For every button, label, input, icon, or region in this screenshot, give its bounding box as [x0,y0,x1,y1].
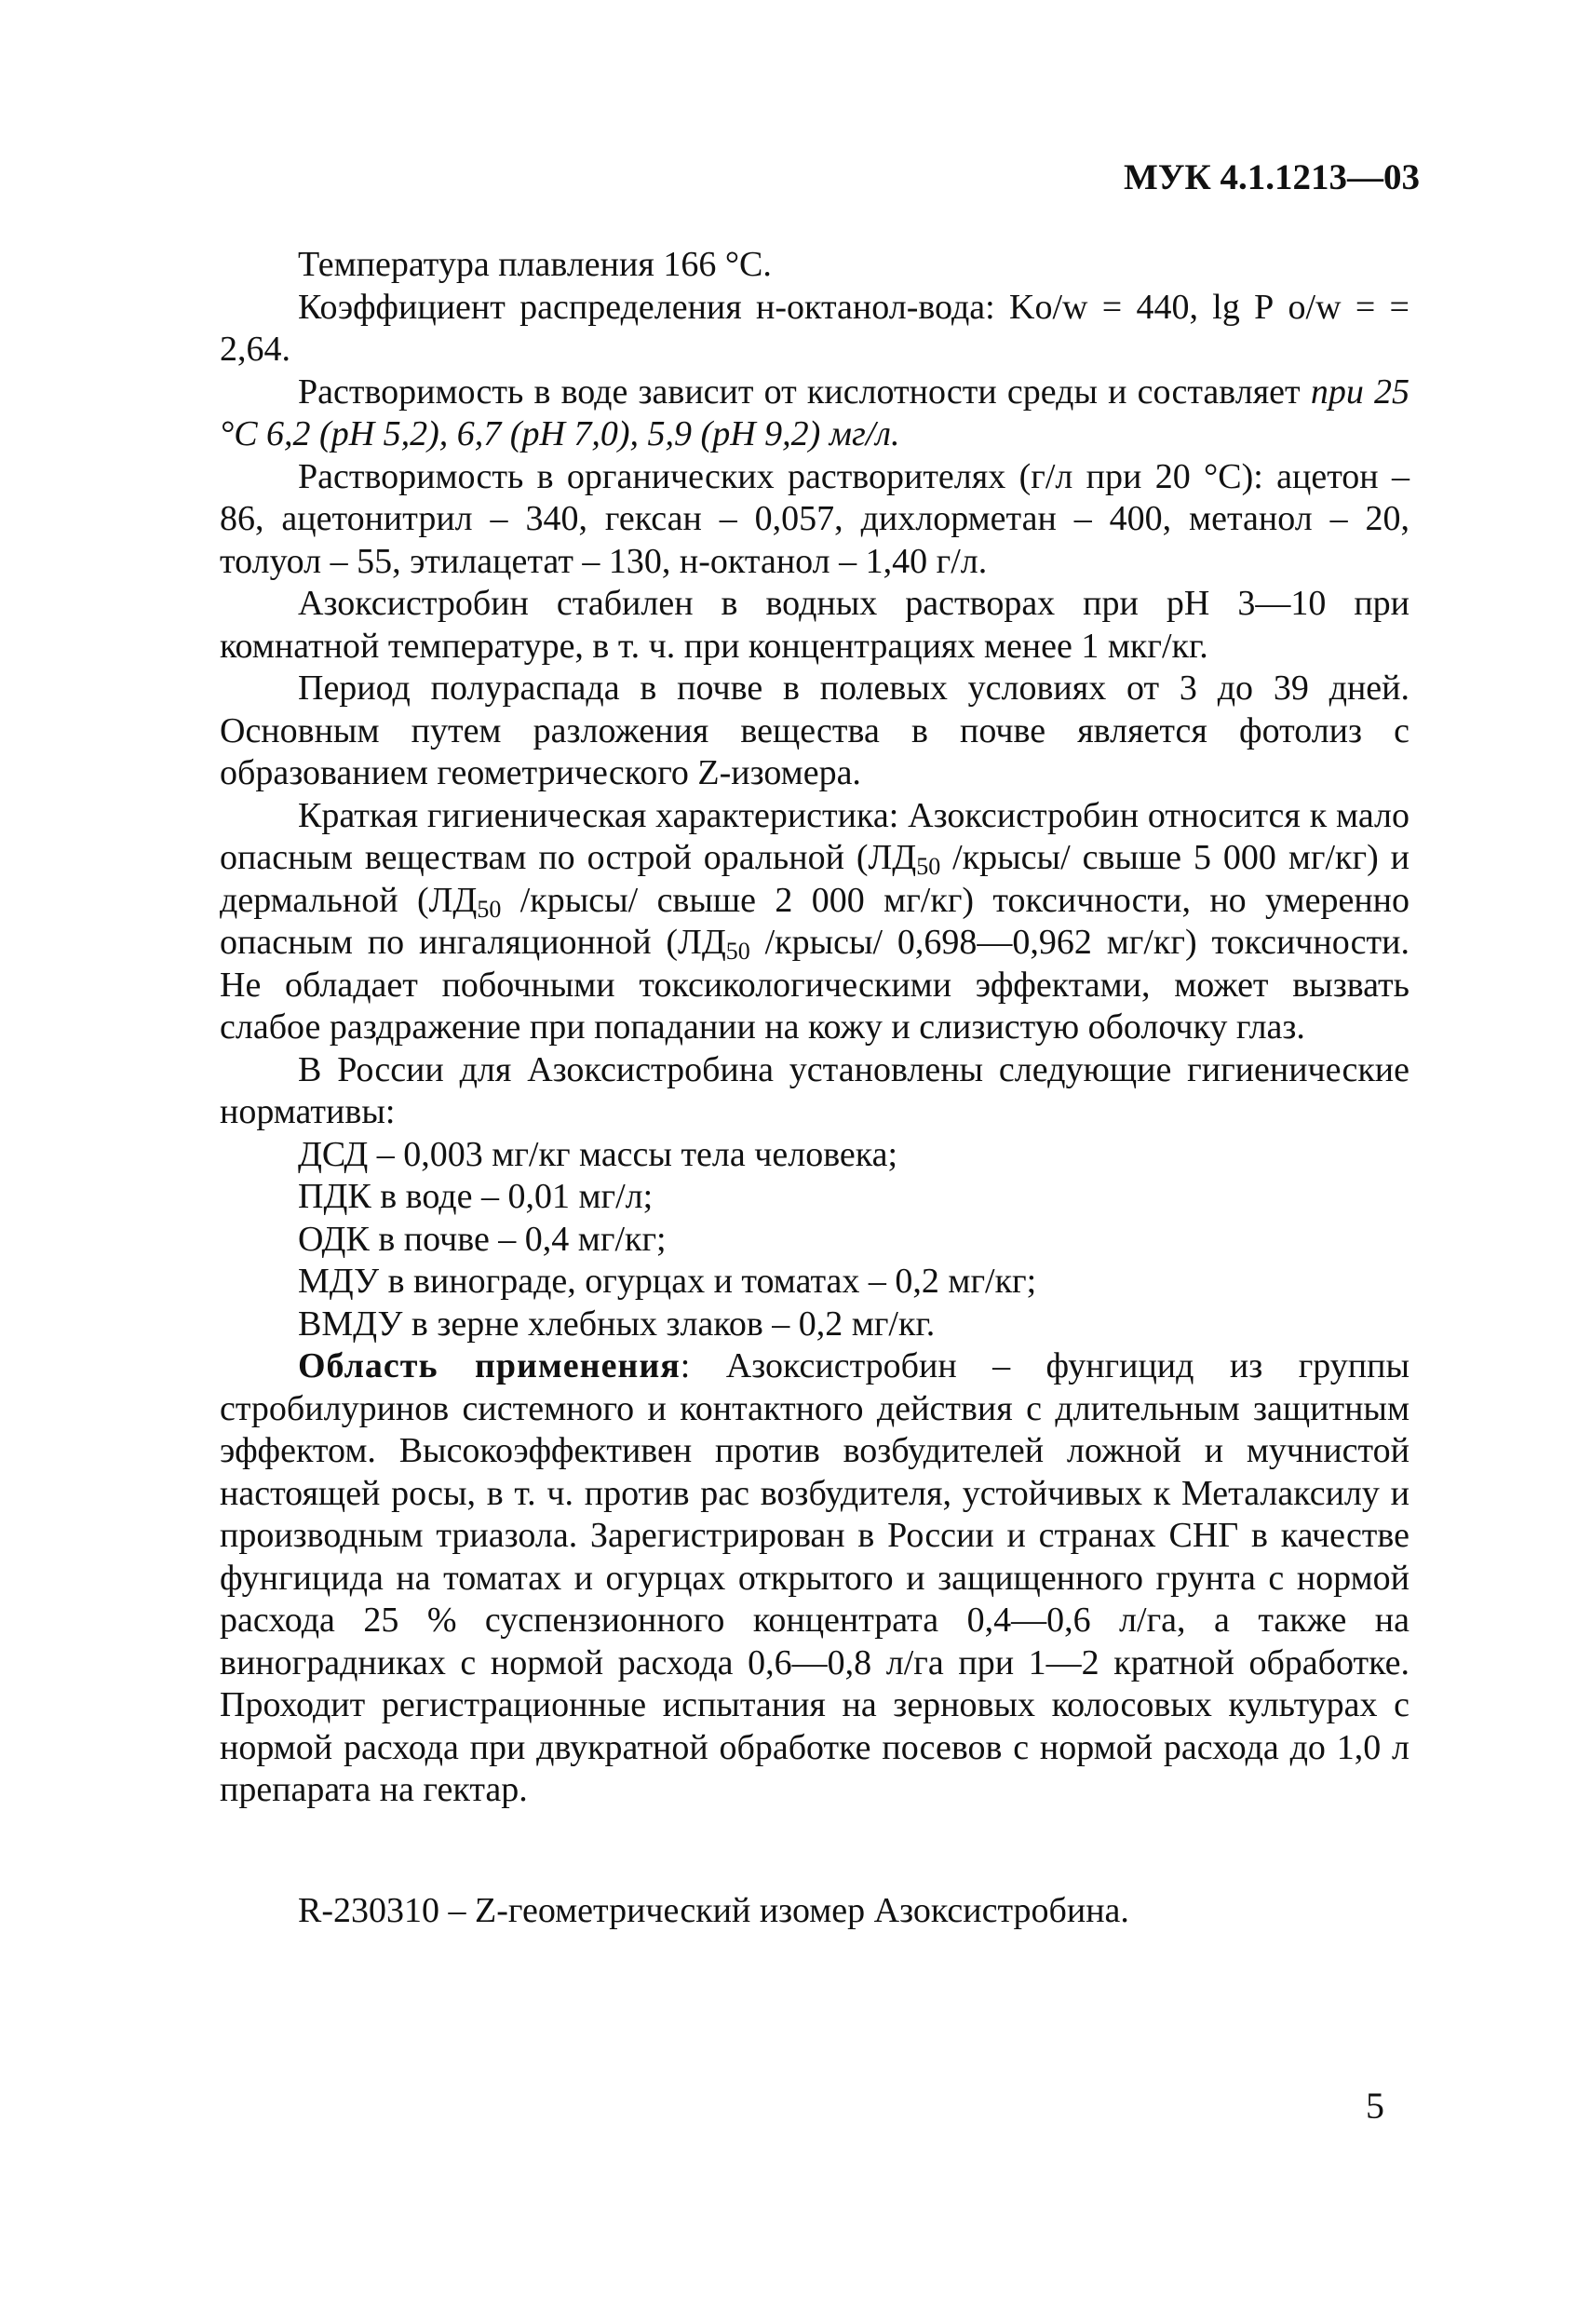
norm-line: МДУ в винограде, огурцах и томатах – 0,2 мг/кг; [298,1262,1037,1301]
document-body [220,244,1409,1812]
toxicity-text-2: /крысы/ свыше 5 000 мг/кг) и дермальной (ЛД [220,838,1409,920]
ld50-subscript: 50 [725,938,750,965]
organic-solubility-paragraph: Растворимость в органических растворителях (г/л при 20 °С): ацетон – 86, ацетонитрил – 340, гексан – 0,057, дихлорметан – 400, метанол – 20, толуол – 55, этилацетат – 130, н-октанол – 1,40 г/л. [220,456,1409,581]
application-label: Область применения [298,1346,681,1385]
partition-coefficient-paragraph: Коэффициент распределения н-октанол-вода: Ko/w = 440, lg Р o/w = = 2,64. [220,287,1409,369]
application-paragraph [220,1345,1409,1812]
page-number: 5 [1366,2085,1384,2127]
toxicity-text-3: /крысы/ свыше 2 000 мг/кг) токсичности, но умеренно опасным по ингаляционной (ЛД [220,880,1409,962]
water-solubility-text: Растворимость в воде зависит от кислотности среды и составляет [298,372,1311,412]
document-code-header: МУК 4.1.1213—03 [1124,157,1420,197]
half-life-paragraph: Период полураспада в почве в полевых условиях от 3 до 39 дней. Основным путем разложения вещества в почве является фотолиз с образованием геометрического Z-изомера. [220,669,1409,792]
melting-point-paragraph: Температура плавления 166 °С. [298,245,772,284]
stability-paragraph: Азоксистробин стабилен в водных растворах при рН 3—10 при комнатной температуре, в т. ч. при концентрациях менее 1 мкг/кг. [220,584,1409,666]
norm-line: ПДК в воде – 0,01 мг/л; [298,1177,654,1216]
water-solubility-values: при 25 °С 6,2 (рН 5,2), 6,7 (рН 7,0), 5,9 (рН 9,2) мг/л. [220,372,1409,453]
application-text: : Азоксистробин – фунгицид из группы стробилуринов системного и контактного действия с длительным защитным эффектом. Высокоэффективен против возбудителей ложной и мучнистой настоящей росы, в т. ч. против рас возбудителя, устойчивых к Металаксилу и производным триазола. Зарегистрирован в России и странах СНГ в качестве фунгицида на томатах и огурцах открытого и защищенного грунта с нормой расхода 25 % суспензионного концентрата 0,4—0,6 л/га, а также на виноградниках с нормой расхода 0,6—0,8 л/га при 1—2 кратной обработке. Проходит регистрационные испытания на зерновых колосовых культурах с нормой расхода при двукратной обработке посевов с нормой расхода до 1,0 л препарата на гектар. [220,1346,1409,1809]
toxicity-paragraph [220,795,1409,1049]
norm-line: ДСД – 0,003 мг/кг массы тела человека; [298,1134,898,1174]
water-solubility-paragraph [220,372,1409,456]
norm-line: ВМДУ в зерне хлебных злаков – 0,2 мг/кг. [298,1304,936,1344]
ld50-subscript: 50 [916,853,941,880]
norm-line: ОДК в почве – 0,4 мг/кг; [298,1219,667,1259]
norms-intro-paragraph: В России для Азоксистробина установлены следующие гигиенические нормативы: [220,1049,1409,1131]
ld50-subscript: 50 [477,895,502,923]
isomer-note: R-230310 – Z-геометрический изомер Азоксистробина. [298,1891,1129,1930]
toxicity-text-1: Краткая гигиеническая характеристика: Азоксистробин относится к мало опасным веществам по острой оральной (ЛД [220,795,1409,877]
toxicity-text-4: /крысы/ 0,698—0,962 мг/кг) токсичности. Не обладает побочными токсикологическими эффектами, может вызвать слабое раздражение при попадании на кожу и слизистую оболочку глаз. [220,923,1409,1047]
